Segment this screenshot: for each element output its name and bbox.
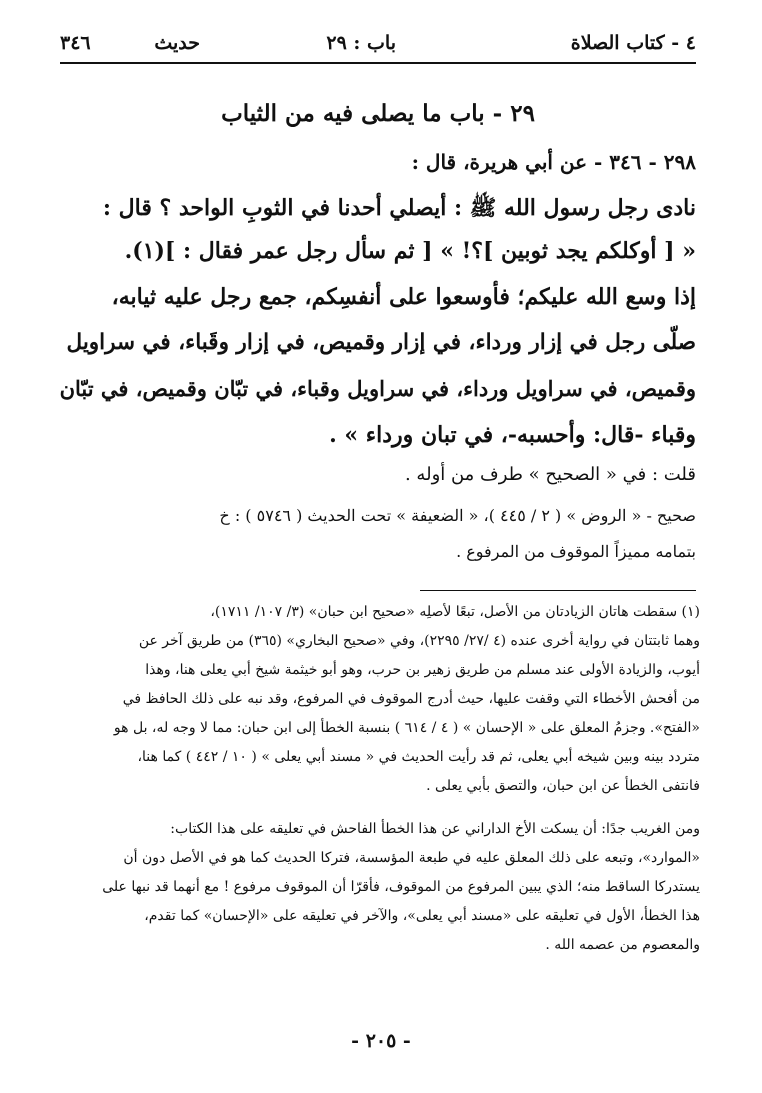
grading-line: صحيح - « الروض » ( ٢ / ٤٤٥ )، « الضعيفة » تحت الحديث ( ٥٧٤٦ ) : خ xyxy=(219,506,696,525)
footnote-line: أيوب، والزيادة الأولى عند مسلم من طريق زهير بن حرب، وهو أبو خيثمة شيخ أبي يعلى هنا، وهذا xyxy=(145,662,700,678)
chapter-ref: باب : ٢٩ xyxy=(326,32,396,54)
hadith-line: صلّى رجل في إزار ورداء، في إزار وقميص، في إزار وقَباء، في سراويل xyxy=(66,330,696,355)
footnote-rule xyxy=(420,590,696,591)
footnote-line: ومن الغريب جدًا: أن يسكت الأخ الداراني عن هذا الخطأ الفاحش في تعليقه على هذا الكتاب: xyxy=(170,821,700,837)
hadith-line: وقميص، في سراويل ورداء، في سراويل وقباء، في تبّان وقميص، في تبّان xyxy=(59,376,696,401)
header-rule xyxy=(60,62,696,64)
note-line: قلت : في « الصحيح » طرف من أوله . xyxy=(404,464,696,485)
book-title: ٤ - كتاب الصلاة xyxy=(570,32,696,54)
hadith-line: « [ أوكلكم يجد ثوبين ]؟! » [ ثم سأل رجل عمر فقال : ](١). xyxy=(124,238,696,264)
footnote-line: والمعصوم من عصمه الله . xyxy=(545,937,700,953)
footnote-line: يستدركا الساقط منه؛ الذي يبين المرفوع من الموقوف، فأقرّا أن الموقوف مرفوع ! مع أنهما قد نبها على xyxy=(102,879,700,895)
footnote-line: فانتفى الخطأ عن ابن حبان، والتصق بأبي يعلى . xyxy=(426,778,700,794)
hadith-number: ٣٤٦ xyxy=(60,32,91,54)
footnote-line: متردد بينه وبين شيخه أبي يعلى، ثم قد رأيت الحديث في « مسند أبي يعلى » ( ١٠ / ٤٤٢ ) كما هنا، xyxy=(137,749,700,765)
footnote-line: وهما ثابتتان في رواية أخرى عنده (٤ /٢٧/ ٢٢٩٥)، وفي «صحيح البخاري» (٣٦٥) من طريق آخر عن xyxy=(138,633,700,649)
hadith-label: حديث xyxy=(154,32,200,54)
footnote-line: «الموارد»، وتبعه على ذلك المعلق عليه في طبعة المؤسسة، فتركا الحديث كما هو في الأصل دون أن xyxy=(123,850,700,866)
footnote-line: هذا الخطأ، الأول في تعليقه على «مسند أبي يعلى»، والآخر في تعليقه على «الإحسان» كما تقدم، xyxy=(144,908,700,924)
footnote-line: (١) سقطت هاتان الزيادتان من الأصل، تبعًا لأصلِه «صحيح ابن حبان» (٣/ ١٠٧/ ١٧١١)، xyxy=(210,604,700,620)
hadith-intro: ٢٩٨ - ٣٤٦ - عن أبي هريرة، قال : xyxy=(411,150,696,174)
hadith-line: وقباء -قال: وأحسبه-، في تبان ورداء » . xyxy=(329,422,696,448)
hadith-line: نادى رجل رسول الله ﷺ : أيصلي أحدنا في الثوبِ الواحد ؟ قال : xyxy=(102,195,696,221)
chapter-title: ٢٩ - باب ما يصلى فيه من الثياب xyxy=(221,100,535,127)
hadith-line: إذا وسع الله عليكم؛ فأوسعوا على أنفسِكم، جمع رجل عليه ثيابه، xyxy=(111,284,696,310)
footnote-line: «الفتح». وجزمُ المعلق على « الإحسان » ( ٤ / ٦١٤ ) بنسبة الخطأ إلى ابن حبان: مما لا وجه له، بل هو xyxy=(113,720,700,736)
running-head xyxy=(60,28,696,58)
grading-line: بتمامه مميزاً الموقوف من المرفوع . xyxy=(456,542,696,561)
footnote-line: من أفحش الأخطاء التي وقفت عليها، حيث أدرج الموقوف في المرفوع، وقد نبه على ذلك الحافظ في xyxy=(122,691,700,707)
page-number: - ٢٠٥ - xyxy=(351,1030,411,1052)
